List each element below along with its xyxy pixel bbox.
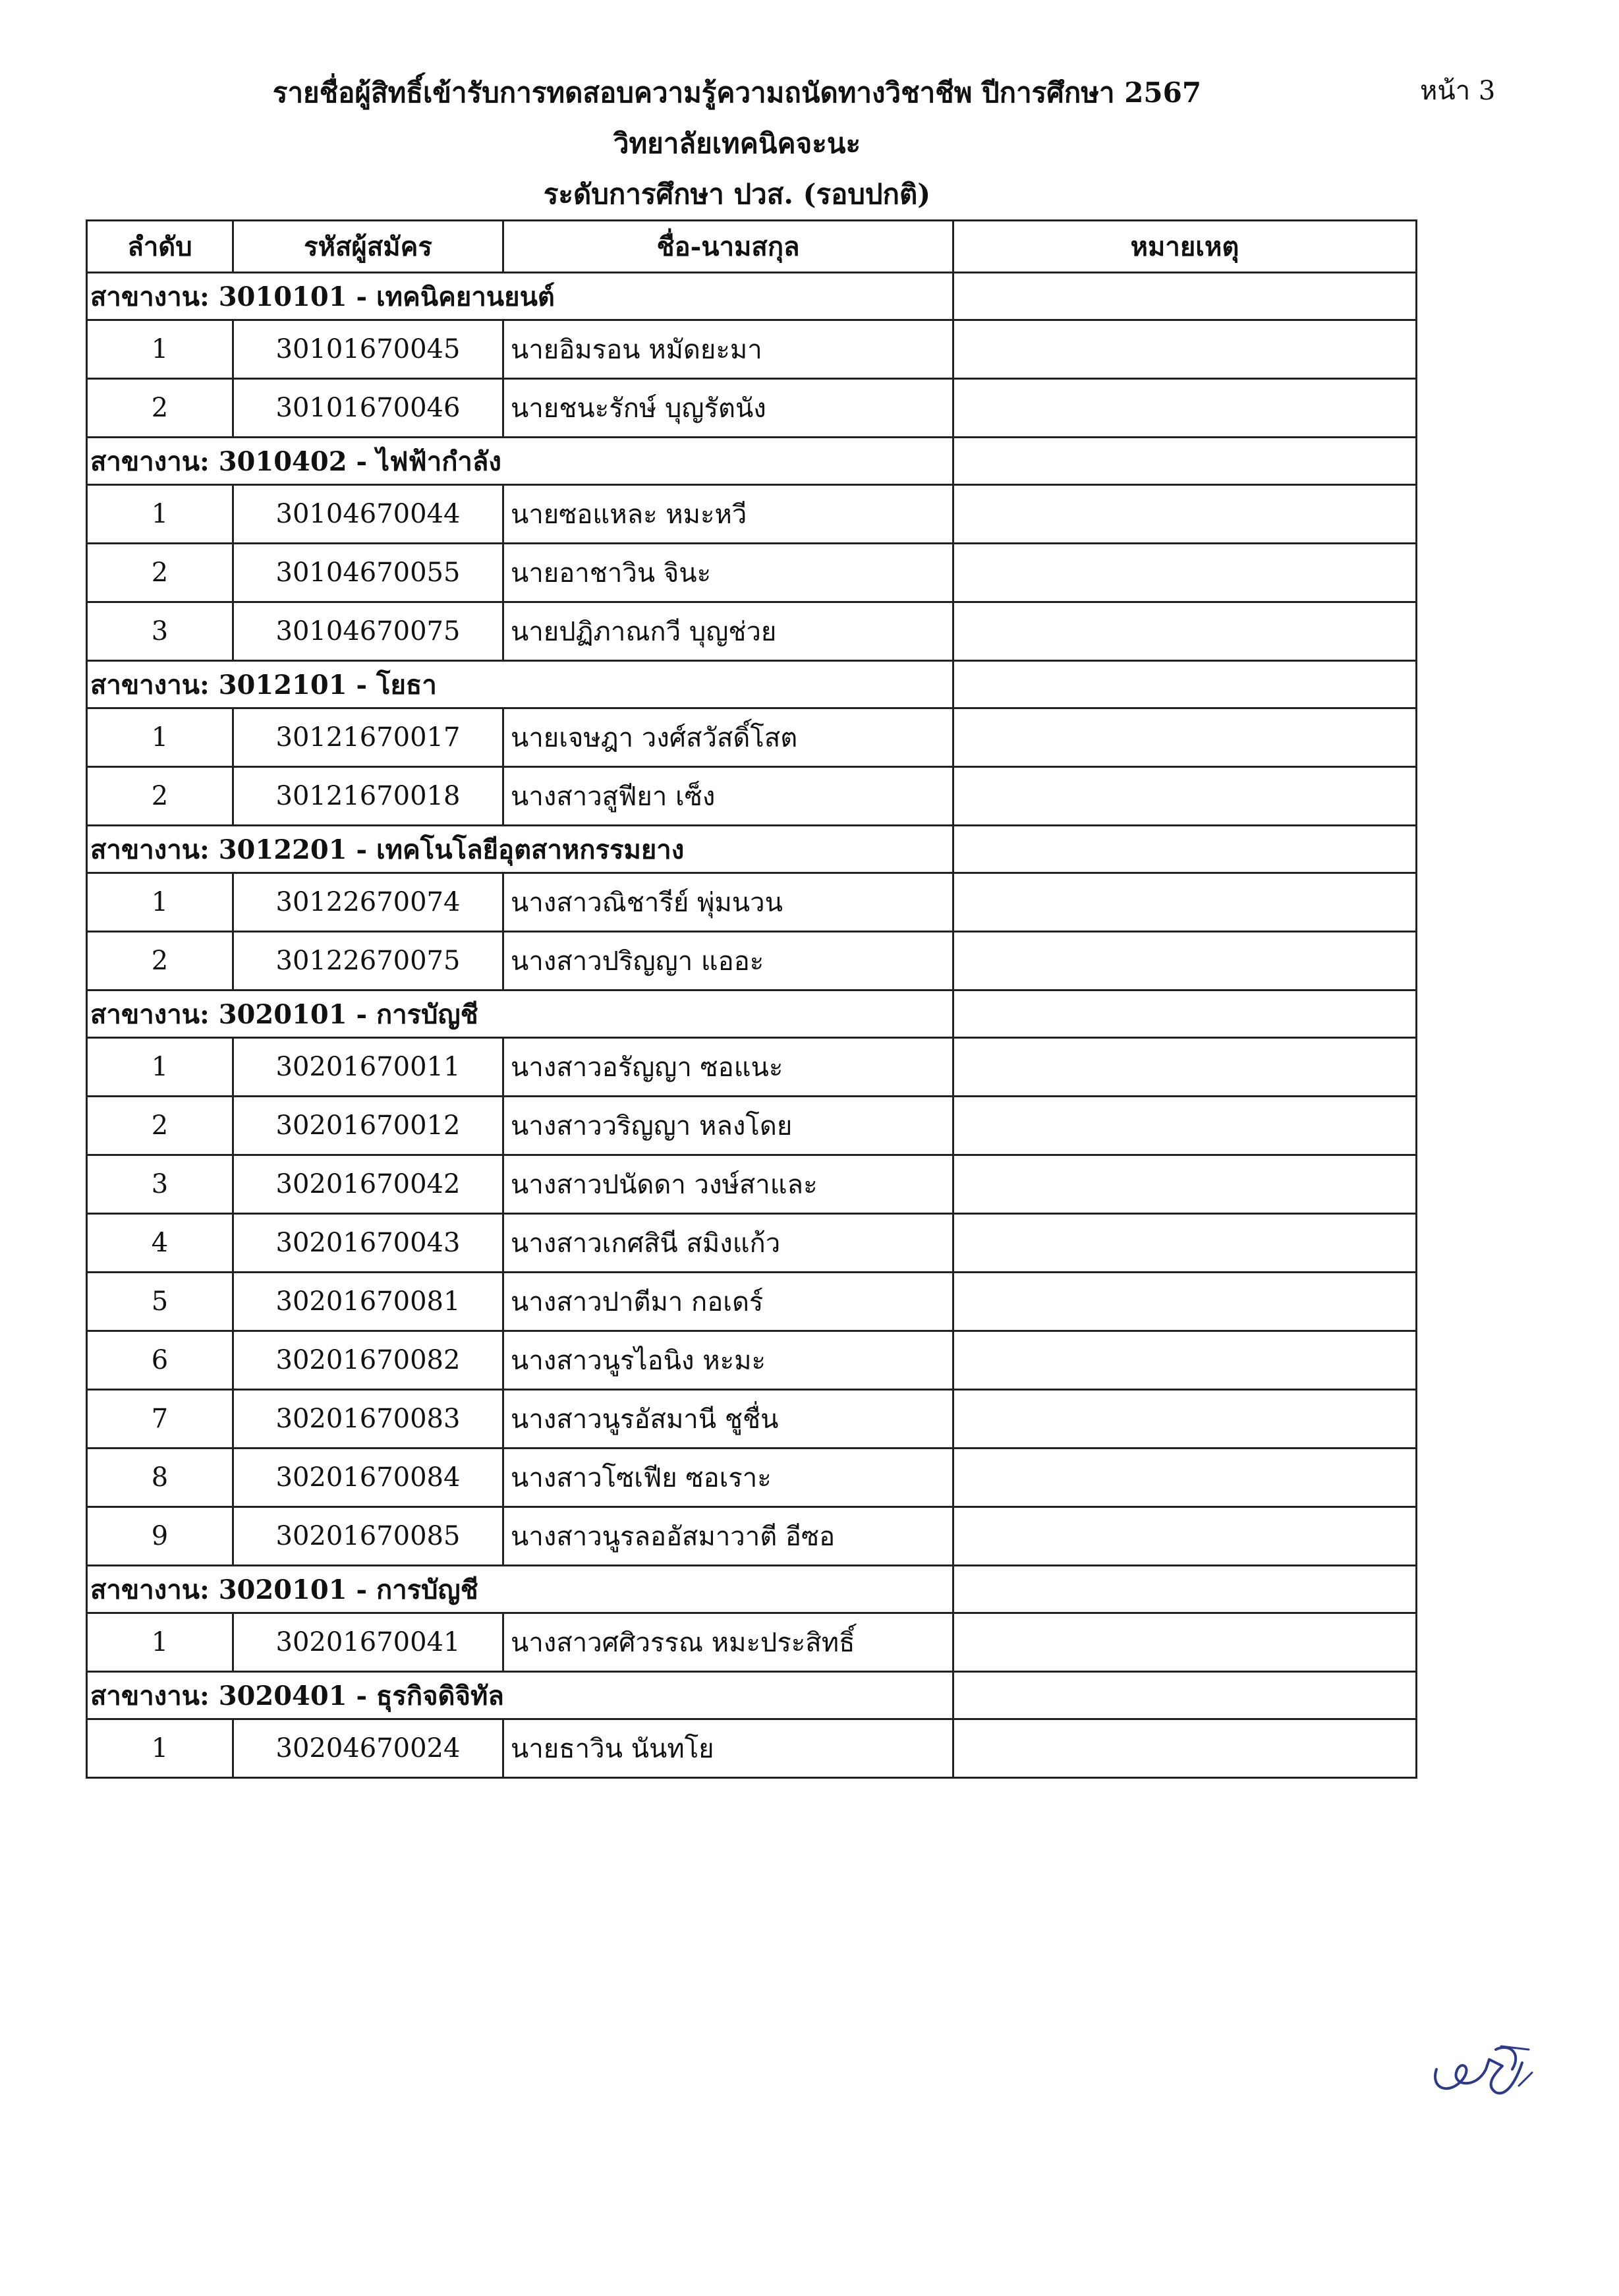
full-name-cell: นายเจษฎา วงศ์สวัสดิ์โสต — [503, 708, 953, 767]
table-row — [87, 379, 1417, 438]
page-number: หน้า 3 — [1420, 76, 1496, 106]
order-cell: 2 — [87, 1097, 233, 1155]
table-row — [87, 1273, 1417, 1331]
section-row — [87, 1672, 1417, 1719]
section-remark-cell — [953, 273, 1417, 320]
full-name-cell: นางสาวปนัดดา วงษ์สาและ — [503, 1155, 953, 1214]
remark-cell — [953, 1155, 1417, 1214]
section-title: สาขางาน: 3012101 - โยธา — [87, 661, 953, 708]
applicant-id-cell: 30204670024 — [233, 1719, 503, 1778]
table-row — [87, 320, 1417, 379]
table-row — [87, 1390, 1417, 1449]
applicant-id-cell: 30201670084 — [233, 1449, 503, 1507]
section-title: สาขางาน: 3020101 - การบัญชี — [87, 990, 953, 1038]
section-row — [87, 273, 1417, 320]
education-level: ระดับการศึกษา ปวส. (รอบปกติ) — [543, 178, 931, 210]
order-cell: 3 — [87, 1155, 233, 1214]
remark-cell — [953, 485, 1417, 544]
remark-cell — [953, 708, 1417, 767]
order-cell: 2 — [87, 379, 233, 438]
full-name-cell: นางสาวสูฟียา เซ็ง — [503, 767, 953, 826]
table-row — [87, 602, 1417, 661]
table-row — [87, 1097, 1417, 1155]
applicant-id-cell: 30121670017 — [233, 708, 503, 767]
full-name-cell: นางสาวเกศสินี สมิงแก้ว — [503, 1214, 953, 1273]
order-cell: 1 — [87, 708, 233, 767]
order-cell: 1 — [87, 1038, 233, 1097]
remark-cell — [953, 320, 1417, 379]
remark-cell — [953, 1390, 1417, 1449]
full-name-cell: นายชนะรักษ์ บุญรัตนัง — [503, 379, 953, 438]
table-body — [87, 273, 1417, 1778]
remark-cell — [953, 602, 1417, 661]
column-header-full-name: ชื่อ-นามสกุล — [503, 221, 953, 273]
section-row — [87, 1566, 1417, 1613]
table-row — [87, 932, 1417, 990]
section-row — [87, 438, 1417, 485]
table-row — [87, 708, 1417, 767]
applicant-id-cell: 30201670085 — [233, 1507, 503, 1566]
remark-cell — [953, 932, 1417, 990]
table-row — [87, 1331, 1417, 1390]
full-name-cell: นางสาวปาตีมา กอเดร์ — [503, 1273, 953, 1331]
table-row — [87, 1719, 1417, 1778]
section-title: สาขางาน: 3012201 - เทคโนโลยีอุตสาหกรรมยาง — [87, 826, 953, 873]
column-header-remark: หมายเหตุ — [953, 221, 1417, 273]
applicant-id-cell: 30104670055 — [233, 544, 503, 602]
full-name-cell: นายอาชาวิน จินะ — [503, 544, 953, 602]
applicant-id-cell: 30101670046 — [233, 379, 503, 438]
full-name-cell: นางสาวนูรอัสมานี ชูชื่น — [503, 1390, 953, 1449]
section-remark-cell — [953, 1672, 1417, 1719]
full-name-cell: นางสาวศศิวรรณ หมะประสิทธิ์ — [503, 1613, 953, 1672]
full-name-cell: นางสาวโซเฟีย ซอเราะ — [503, 1449, 953, 1507]
applicant-id-cell: 30201670042 — [233, 1155, 503, 1214]
table-row — [87, 767, 1417, 826]
order-cell: 5 — [87, 1273, 233, 1331]
applicant-id-cell: 30122670075 — [233, 932, 503, 990]
remark-cell — [953, 1507, 1417, 1566]
full-name-cell: นายปฏิภาณกวี บุญช่วย — [503, 602, 953, 661]
order-cell: 1 — [87, 1613, 233, 1672]
remark-cell — [953, 1038, 1417, 1097]
section-row — [87, 990, 1417, 1038]
applicant-id-cell: 30201670043 — [233, 1214, 503, 1273]
full-name-cell: นายธาวิน นันทโย — [503, 1719, 953, 1778]
full-name-cell: นางสาวณิชารีย์ พุ่มนวน — [503, 873, 953, 932]
table-row — [87, 1449, 1417, 1507]
section-row — [87, 661, 1417, 708]
section-remark-cell — [953, 990, 1417, 1038]
signature-mark — [1423, 2023, 1542, 2115]
order-cell: 7 — [87, 1390, 233, 1449]
remark-cell — [953, 544, 1417, 602]
applicant-id-cell: 30121670018 — [233, 767, 503, 826]
order-cell: 2 — [87, 932, 233, 990]
remark-cell — [953, 1273, 1417, 1331]
remark-cell — [953, 1214, 1417, 1273]
column-header-applicant-id: รหัสผู้สมัคร — [233, 221, 503, 273]
remark-cell — [953, 1719, 1417, 1778]
full-name-cell: นางสาวนูรลออัสมาวาตี อีซอ — [503, 1507, 953, 1566]
section-title: สาขางาน: 3010402 - ไฟฟ้ากำลัง — [87, 438, 953, 485]
remark-cell — [953, 767, 1417, 826]
remark-cell — [953, 1613, 1417, 1672]
applicant-id-cell: 30201670083 — [233, 1390, 503, 1449]
section-remark-cell — [953, 1566, 1417, 1613]
table-row — [87, 1214, 1417, 1273]
remark-cell — [953, 1331, 1417, 1390]
candidate-table — [86, 219, 1417, 1779]
order-cell: 6 — [87, 1331, 233, 1390]
table-row — [87, 1613, 1417, 1672]
full-name-cell: นายอิมรอน หมัดยะมา — [503, 320, 953, 379]
applicant-id-cell: 30201670011 — [233, 1038, 503, 1097]
applicant-id-cell: 30201670041 — [233, 1613, 503, 1672]
section-remark-cell — [953, 661, 1417, 708]
column-header-order: ลำดับ — [87, 221, 233, 273]
table-row — [87, 1155, 1417, 1214]
order-cell: 2 — [87, 767, 233, 826]
applicant-id-cell: 30201670012 — [233, 1097, 503, 1155]
order-cell: 4 — [87, 1214, 233, 1273]
order-cell: 1 — [87, 1719, 233, 1778]
remark-cell — [953, 379, 1417, 438]
applicant-id-cell: 30122670074 — [233, 873, 503, 932]
full-name-cell: นางสาวปริญญา แออะ — [503, 932, 953, 990]
remark-cell — [953, 1449, 1417, 1507]
table-row — [87, 873, 1417, 932]
section-title: สาขางาน: 3020401 - ธุรกิจดิจิทัล — [87, 1672, 953, 1719]
order-cell: 3 — [87, 602, 233, 661]
full-name-cell: นางสาววริญญา หลงโดย — [503, 1097, 953, 1155]
table-row — [87, 485, 1417, 544]
remark-cell — [953, 1097, 1417, 1155]
full-name-cell: นางสาวอรัญญา ซอแนะ — [503, 1038, 953, 1097]
order-cell: 8 — [87, 1449, 233, 1507]
applicant-id-cell: 30201670082 — [233, 1331, 503, 1390]
applicant-id-cell: 30104670075 — [233, 602, 503, 661]
table-row — [87, 1507, 1417, 1566]
section-title: สาขางาน: 3010101 - เทคนิคยานยนต์ — [87, 273, 953, 320]
section-remark-cell — [953, 438, 1417, 485]
applicant-id-cell: 30201670081 — [233, 1273, 503, 1331]
institution-name: วิทยาลัยเทคนิคจะนะ — [613, 127, 861, 159]
section-title: สาขางาน: 3020101 - การบัญชี — [87, 1566, 953, 1613]
table-row — [87, 544, 1417, 602]
table-header-row — [87, 221, 1417, 273]
applicant-id-cell: 30104670044 — [233, 485, 503, 544]
document-title: รายชื่อผู้สิทธิ์เข้ารับการทดสอบความรู้ความถนัดทางวิชาชีพ ปีการศึกษา 2567 — [272, 76, 1202, 109]
order-cell: 9 — [87, 1507, 233, 1566]
section-row — [87, 826, 1417, 873]
full-name-cell: นางสาวนูรไอนิง หะมะ — [503, 1331, 953, 1390]
order-cell: 1 — [87, 320, 233, 379]
full-name-cell: นายซอแหละ หมะหวี — [503, 485, 953, 544]
order-cell: 2 — [87, 544, 233, 602]
section-remark-cell — [953, 826, 1417, 873]
order-cell: 1 — [87, 873, 233, 932]
remark-cell — [953, 873, 1417, 932]
order-cell: 1 — [87, 485, 233, 544]
table-row — [87, 1038, 1417, 1097]
applicant-id-cell: 30101670045 — [233, 320, 503, 379]
